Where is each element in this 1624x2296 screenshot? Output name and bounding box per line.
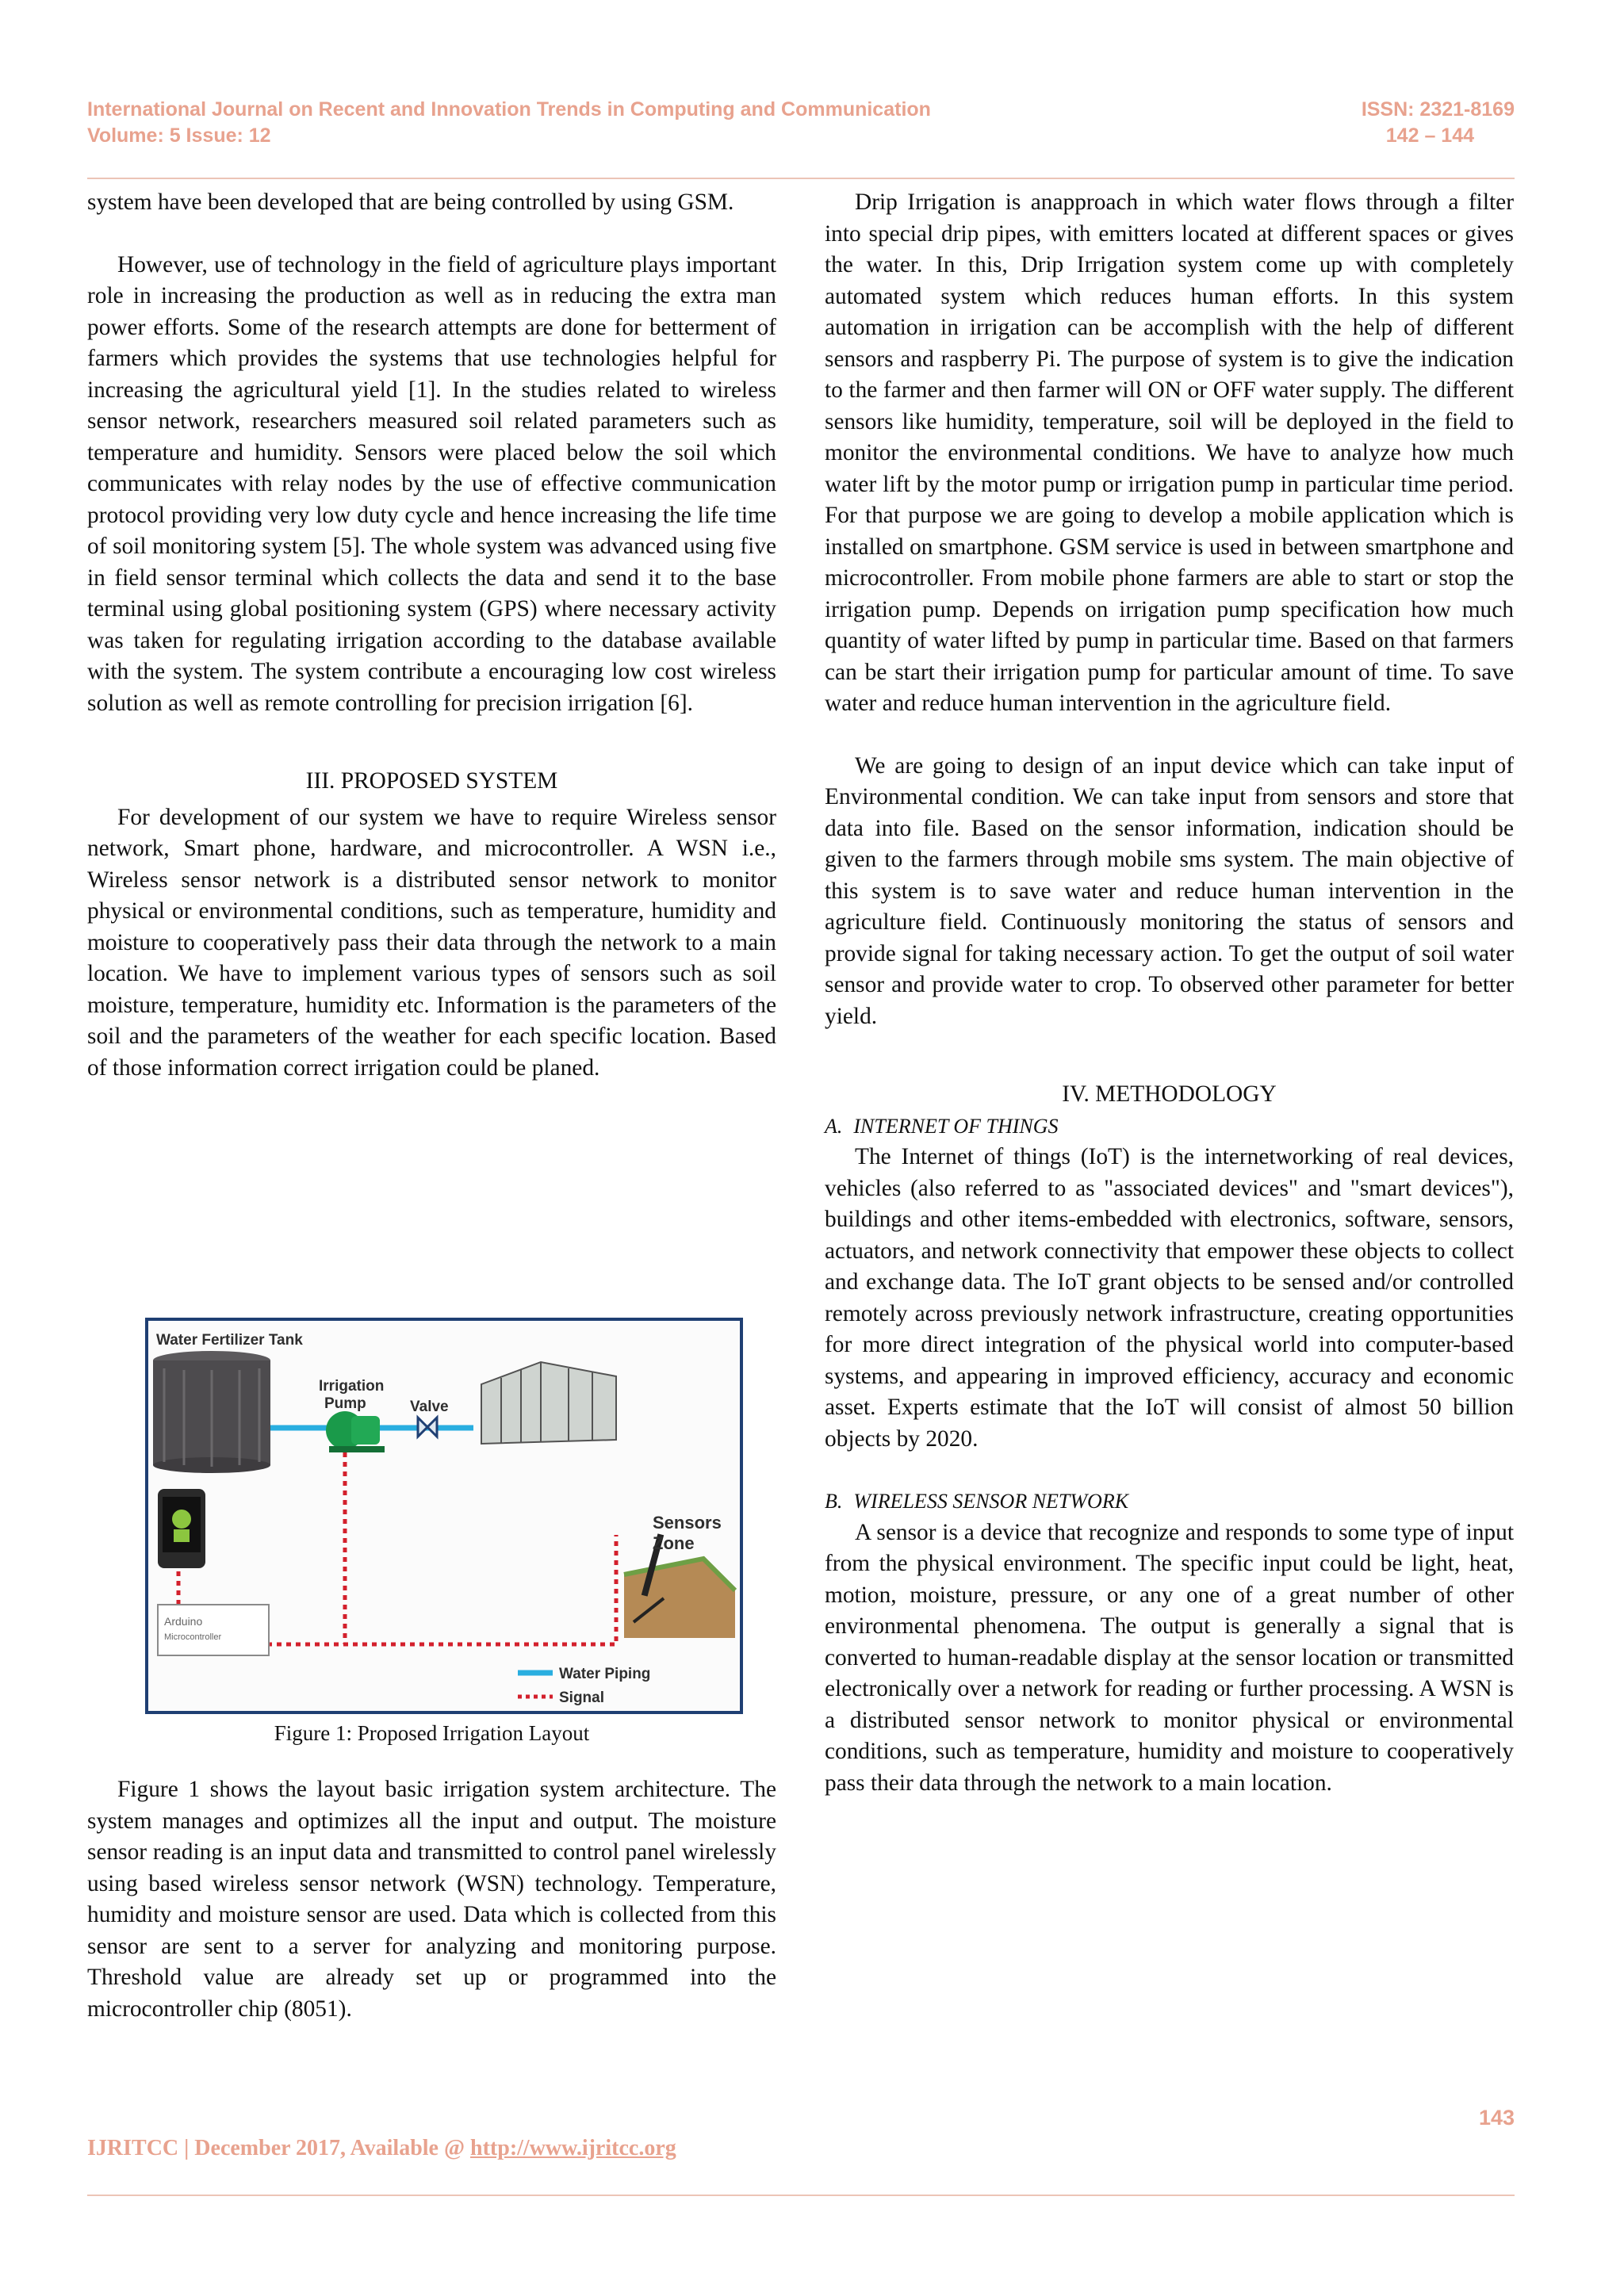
subsection-letter: A.	[825, 1114, 843, 1138]
irrigation-diagram	[148, 1321, 740, 1711]
legend-signal-label: Signal	[559, 1689, 605, 1706]
section-heading-proposed-system: III. PROPOSED SYSTEM	[305, 768, 558, 794]
issn: ISSN: 2321-8169	[1361, 98, 1515, 121]
paragraph-input-device: We are going to design of an input device which can take input of Environmental condition. We can take input from sensors and store that data into file. Based on the sensor information, indication should be given to the farmers through mobile sms system. The main objective of this system is to save water and reduce human intervention in the agriculture field. Continuously monitoring the status of sensors and provide signal for taking necessary action. To get the output of soil water sensor and provide water to crop. To observed other parameter for better yield.	[825, 752, 1514, 1029]
water-tank-icon	[153, 1351, 270, 1473]
irrigation-pump-icon	[326, 1411, 385, 1452]
paragraph-gap	[825, 720, 1514, 751]
page-range: 142 – 144	[1385, 124, 1474, 147]
pump-label-line1: Irrigation	[319, 1378, 385, 1395]
signal-line-sensors	[267, 1535, 616, 1644]
valve-label: Valve	[410, 1399, 449, 1415]
pump-label-line2: Pump	[324, 1395, 366, 1412]
paragraph-iot: The Internet of things (IoT) is the internetworking of real devices, vehicles (also referred to as "associated devices" and "smart devices"), buildings and other items-embedded with electronics, software, sensors, actuators, and network connectivity that empower these objects to collect and exchange data. The IoT grant objects to be sensed and/or controlled remotely across previously network infrastructure, creating opportunities for more direct integration of the physical world into computer-based systems, and appearing in improved efficiency, accuracy and economic asset. Experts estimate that the IoT will consist of almost 50 billion objects by 2020.	[825, 1144, 1514, 1452]
footer-link[interactable]: http://www.ijritcc.org	[470, 2136, 676, 2160]
subsection-heading-iot	[825, 1111, 1514, 1142]
paragraph-gap	[825, 1455, 1514, 1486]
left-column-lower	[87, 1774, 776, 2025]
sensors-label-line1: Sensors	[653, 1513, 722, 1533]
figure-irrigation-layout	[145, 1318, 743, 1714]
sensors-label-line2: Zone	[653, 1533, 695, 1553]
right-column	[825, 187, 1514, 1799]
page-number: 143	[1478, 2106, 1515, 2130]
arduino-box	[158, 1605, 269, 1655]
subsection-title: INTERNET OF THINGS	[853, 1114, 1059, 1138]
paragraph-continued: system have been developed that are being controlled by using GSM.	[87, 189, 734, 215]
page-footer	[87, 2136, 676, 2161]
paragraph-drip-irrigation: Drip Irrigation is anapproach in which water flows through a filter into special drip pipes, with emitters located at different spaces or gives the water. In this, Drip Irrigation system come up with completely automated system which reduces human efforts. In this system automation in irrigation can be accomplish with the help of different sensors and raspberry Pi. The purpose of system is to give the indication to the farmer and then farmer will ON or OFF water supply. The different sensors like humidity, temperature, soil will be deployed in the field to monitor the environmental conditions. We have to analyze how much water lift by the motor pump or irrigation pump in particular time period. For that purpose we are going to develop a mobile application which is installed on smartphone. GSM service is used in between smartphone and microcontroller. From mobile phone farmers are able to start or stop the irrigation pump. Depends on irrigation pump specification how much quantity of water lifted by pump in particular time. Based on that farmers can be start their irrigation pump for particular amount of time. To save water and reduce human intervention in the agriculture field.	[825, 189, 1514, 716]
tank-label: Water Fertilizer Tank	[156, 1332, 303, 1349]
issn-header	[1362, 97, 1515, 149]
paragraph-development: For development of our system we have to require Wireless sensor network, Smart phone, hardware, and microcontroller. A WSN i.e., Wireless sensor network is a distributed sensor network to monitor physical or environmental conditions, such as temperature, humidity and moisture to cooperatively pass their data through the network to a main location. We have to implement various types of sensors such as soil moisture, temperature, humidity etc. Information is the parameters of the soil and the parameters of the weather for each specific location. Based of those information correct irrigation could be planed.	[87, 804, 776, 1081]
header-rule	[87, 178, 1515, 179]
footer-text: IJRITCC | December 2017, Available @	[87, 2136, 471, 2160]
figure-caption: Figure 1: Proposed Irrigation Layout	[274, 1721, 590, 1745]
arduino-label: Arduino	[164, 1615, 203, 1628]
subsection-title: WIRELESS SENSOR NETWORK	[853, 1490, 1129, 1513]
footer-rule	[87, 2195, 1515, 2196]
paragraph-sensor: A sensor is a device that recognize and responds to some type of input from the physical environment. The specific input could be light, heat, motion, moisture, pressure, or any one of a great number of other environmental phenomena. The output is generally a signal that is converted to human-readable display at the sensor location or transmitted electronically over a network for reading or further processing. A WSN is a distributed sensor network to monitor physical or environmental conditions, such as temperature, humidity and moisture to cooperatively pass their data through the network to a main location.	[825, 1519, 1514, 1796]
journal-title: International Journal on Recent and Innovation Trends in Computing and Communication	[87, 98, 931, 121]
subsection-letter: B.	[825, 1490, 843, 1513]
paragraph-figure1-description: Figure 1 shows the layout basic irrigation system architecture. The system manages and optimizes all the input and output. The moisture sensor reading is an input data and transmitted to control panel wirelessly using based wireless sensor network (WSN) technology. Temperature, humidity and moisture sensor are used. Data which is collected from this sensor are sent to a server for analyzing and monitoring purpose. Threshold value are already set up or programmed into the microcontroller chip (8051).	[87, 1777, 776, 2022]
paragraph-gap	[87, 219, 776, 250]
section-gap	[825, 1032, 1514, 1079]
figure-legend	[518, 1666, 650, 1706]
left-column	[87, 187, 776, 1084]
section-heading-methodology: IV. METHODOLOGY	[1062, 1081, 1277, 1107]
smartphone-icon	[158, 1489, 205, 1568]
subsection-heading-wsn	[825, 1486, 1514, 1517]
journal-header	[87, 97, 931, 149]
paragraph-however: However, use of technology in the field of agriculture plays important role in increasing the production as well as in reducing the extra man power efforts. Some of the research attempts are done for betterment of farmers which provides the systems that use technologies helpful for increasing the agricultural yield [1]. In the studies related to wireless sensor network, researchers measured soil related parameters such as temperature and humidity. Sensors were placed below the soil which communicates with relay nodes by the use of effective communication protocol providing very low duty cycle and hence increasing the life time of soil monitoring system [5]. The whole system was advanced using five in field sensor terminal which collects the data and send it to the base terminal using global positioning system (GPS) where necessary activity was taken for regulating irrigation according to the database available with the system. The system contribute a encouraging low cost wireless solution as well as remote controlling for precision irrigation [6].	[87, 251, 776, 716]
greenhouse-icon	[481, 1362, 616, 1444]
valve-icon	[418, 1418, 437, 1437]
microcontroller-label: Microcontroller	[164, 1632, 222, 1642]
journal-volume: Volume: 5 Issue: 12	[87, 124, 271, 147]
section-gap	[87, 719, 776, 766]
legend-water-label: Water Piping	[559, 1666, 651, 1682]
